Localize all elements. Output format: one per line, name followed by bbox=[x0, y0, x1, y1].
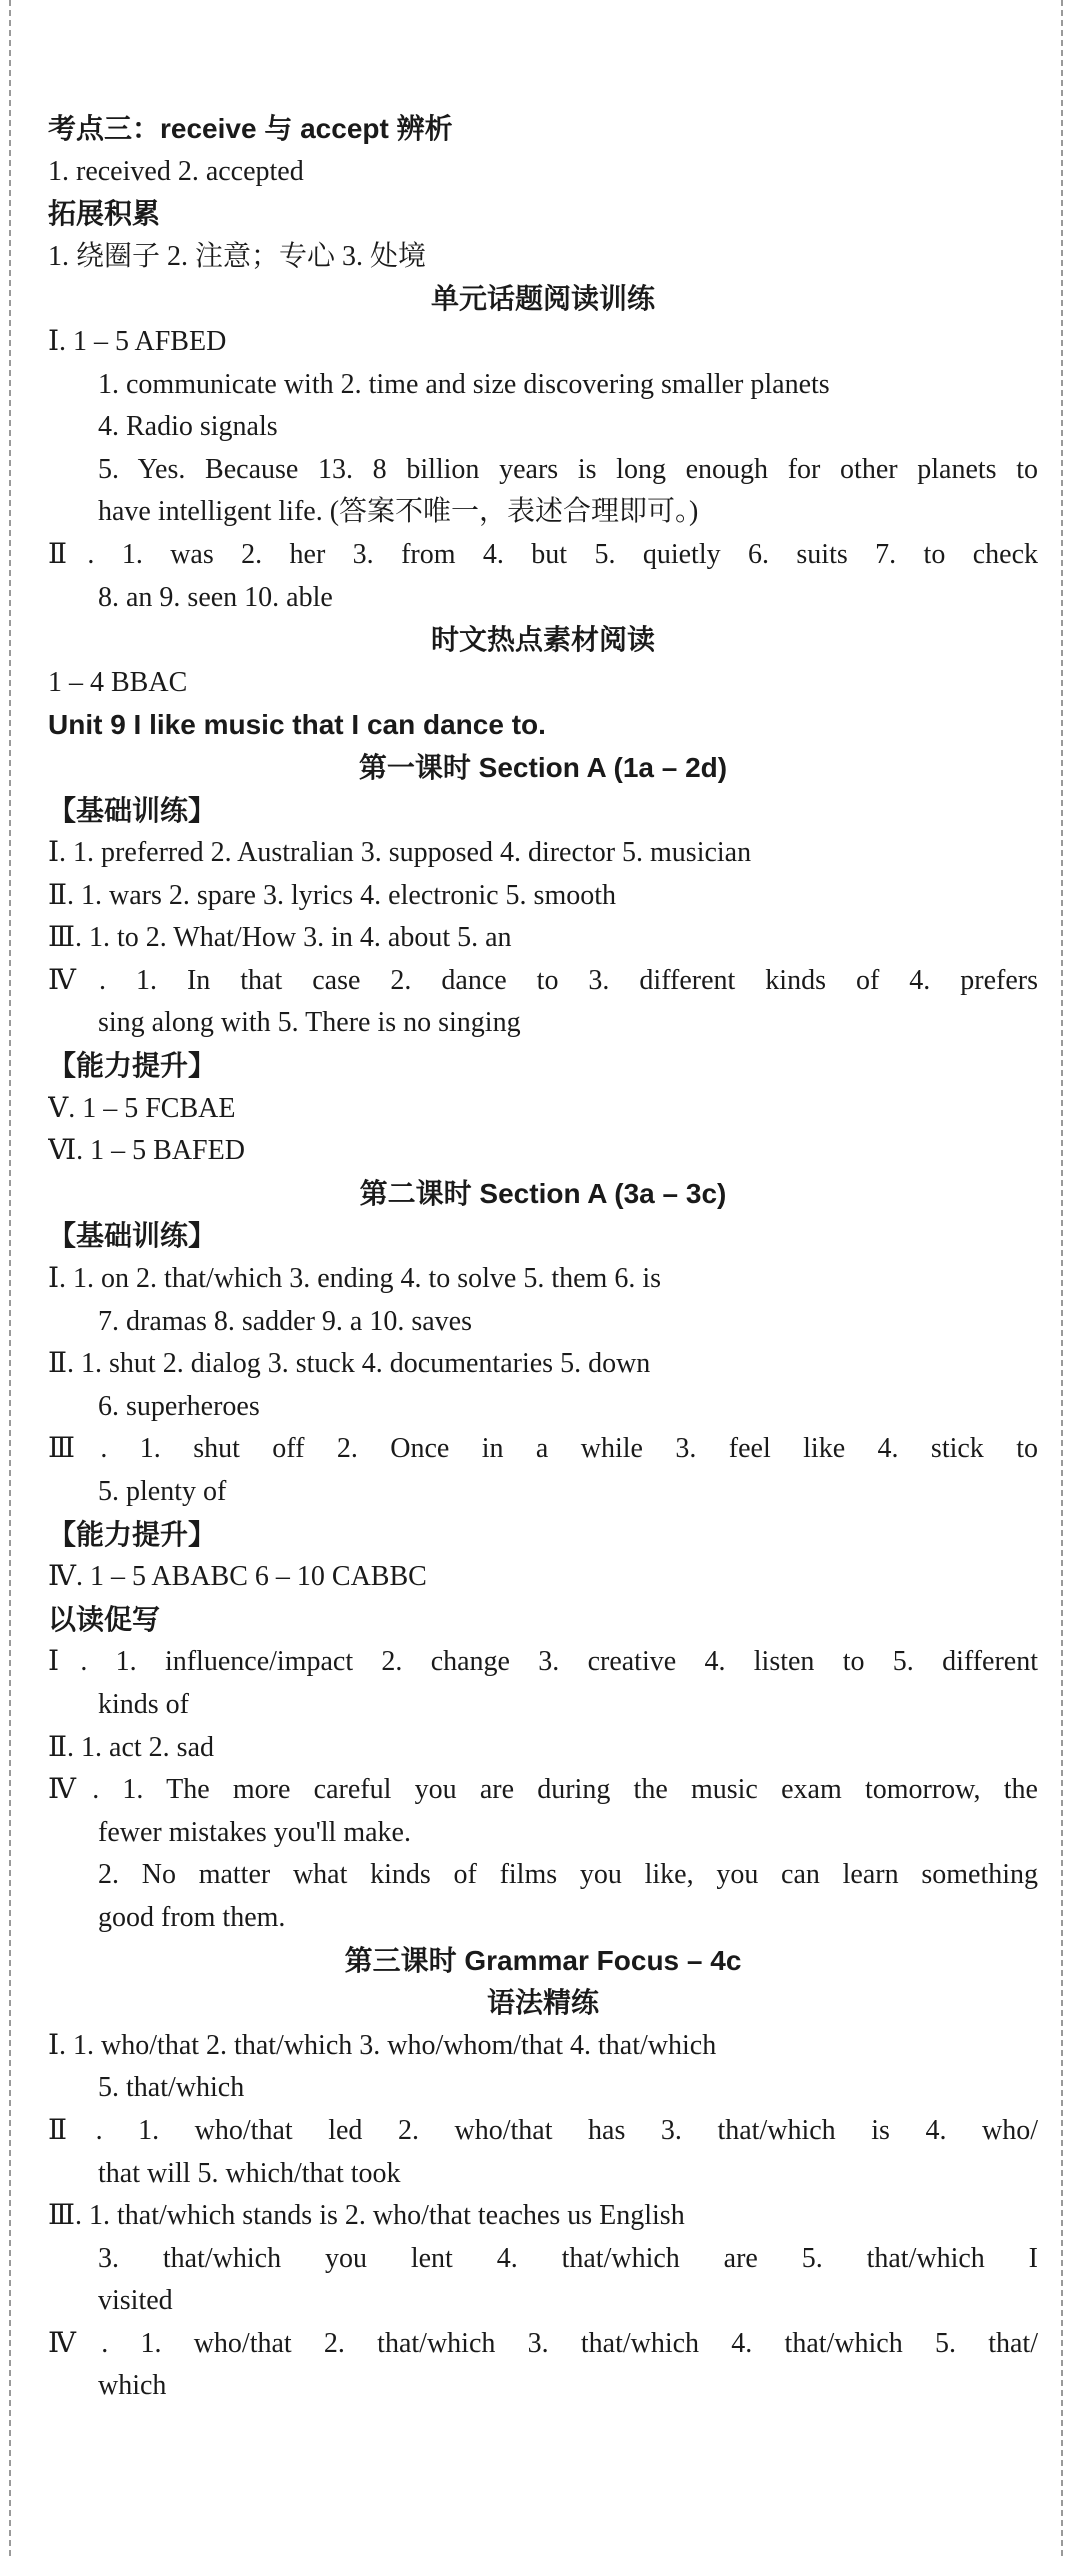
section-title: 第三课时 Grammar Focus – 4c bbox=[344, 1944, 742, 1976]
answer-line: Ⅰ. 1. on 2. that/which 3. ending 4. to solve 5. them 6. is bbox=[48, 1263, 662, 1295]
answer-line: have intelligent life. (答案不唯一，表述合理即可。) bbox=[98, 496, 699, 528]
section-title: 时文热点素材阅读 bbox=[430, 624, 655, 656]
answer-line: 1. 绕圈子 2. 注意；专心 3. 处境 bbox=[48, 240, 427, 272]
answer-line: kinds of bbox=[98, 1688, 189, 1720]
answer-line: 5. Yes. Because 13. 8 billion years is long enough for other planets to bbox=[98, 453, 1038, 485]
answer-line: Ⅵ. 1 – 5 BAFED bbox=[48, 1135, 245, 1167]
answer-line: Ⅴ. 1 – 5 FCBAE bbox=[48, 1092, 236, 1124]
section-heading: Unit 9 I like music that I can dance to. bbox=[48, 709, 546, 741]
answer-line: Ⅳ. 1. The more careful you are during the music exam tomorrow, the bbox=[48, 1774, 1038, 1806]
answer-line: Ⅰ. 1 – 5 AFBED bbox=[48, 325, 227, 357]
answer-line: Ⅰ. 1. influence/impact 2. change 3. creative 4. listen to 5. different bbox=[48, 1646, 1038, 1678]
answer-line: 1 – 4 BBAC bbox=[48, 666, 188, 698]
section-title: 语法精练 bbox=[486, 1987, 599, 2019]
answer-line: Ⅲ. 1. that/which stands is 2. who/that teaches us English bbox=[48, 2200, 685, 2232]
section-heading: 【基础训练】 bbox=[48, 1220, 217, 1252]
section-heading: 拓展积累 bbox=[48, 198, 161, 230]
answer-line: that will 5. which/that took bbox=[98, 2157, 401, 2189]
answer-line: 8. an 9. seen 10. able bbox=[98, 581, 333, 613]
answer-line: 7. dramas 8. sadder 9. a 10. saves bbox=[98, 1305, 473, 1337]
section-heading: 【能力提升】 bbox=[48, 1050, 217, 1082]
section-heading: 【基础训练】 bbox=[48, 794, 217, 826]
answer-line: 1. communicate with 2. time and size discovering smaller planets bbox=[98, 368, 830, 400]
section-heading: 以读促写 bbox=[48, 1603, 161, 1635]
answer-line: 4. Radio signals bbox=[98, 411, 278, 443]
answer-line: 6. superheroes bbox=[98, 1390, 260, 1422]
section-title: 第二课时 Section A (3a – 3c) bbox=[359, 1177, 727, 1209]
section-title: 单元话题阅读训练 bbox=[430, 283, 655, 315]
answer-line: Ⅱ. 1. act 2. sad bbox=[48, 1731, 214, 1763]
section-heading: 考点三：receive 与 accept 辨析 bbox=[48, 113, 453, 144]
answer-line: 2. No matter what kinds of films you like, you can learn something bbox=[98, 1859, 1038, 1891]
answer-line: visited bbox=[98, 2285, 173, 2317]
answer-line: which bbox=[98, 2370, 167, 2402]
answer-line: fewer mistakes you'll make. bbox=[98, 1816, 411, 1848]
section-heading: 【能力提升】 bbox=[48, 1518, 217, 1550]
answer-line: good from them. bbox=[98, 1901, 286, 1933]
answer-line: Ⅳ. 1. In that case 2. dance to 3. different kinds of 4. prefers bbox=[48, 964, 1038, 996]
answer-line: Ⅱ. 1. was 2. her 3. from 4. but 5. quietly 6. suits 7. to check bbox=[48, 538, 1038, 570]
answer-line: 1. received 2. accepted bbox=[48, 155, 304, 187]
answer-line: Ⅱ. 1. wars 2. spare 3. lyrics 4. electronic 5. smooth bbox=[48, 879, 617, 911]
answer-line: 5. plenty of bbox=[98, 1476, 227, 1507]
answer-line: 3. that/which you lent 4. that/which are 5. that/which I bbox=[98, 2242, 1038, 2274]
answer-line: sing along with 5. There is no singing bbox=[98, 1007, 521, 1039]
left-dashed-border bbox=[9, 0, 11, 2556]
answer-line: Ⅱ. 1. shut 2. dialog 3. stuck 4. documentaries 5. down bbox=[48, 1348, 651, 1380]
answer-line: Ⅰ. 1. preferred 2. Australian 3. supposed 4. director 5. musician bbox=[48, 837, 752, 869]
answer-line: Ⅳ. 1 – 5 ABABC 6 – 10 CABBC bbox=[48, 1561, 427, 1593]
answer-line: 5. that/which bbox=[98, 2072, 245, 2104]
answer-line: Ⅳ. 1. who/that 2. that/which 3. that/which 4. that/which 5. that/ bbox=[48, 2327, 1038, 2359]
answer-line: Ⅱ. 1. who/that led 2. who/that has 3. that/which is 4. who/ bbox=[48, 2114, 1038, 2146]
answer-line: Ⅰ. 1. who/that 2. that/which 3. who/whom/that 4. that/which bbox=[48, 2029, 717, 2061]
section-title: 第一课时 Section A (1a – 2d) bbox=[358, 751, 728, 783]
answer-content bbox=[48, 108, 1038, 2408]
answer-line: Ⅲ. 1. shut off 2. Once in a while 3. feel like 4. stick to bbox=[48, 1433, 1038, 1465]
answer-line: Ⅲ. 1. to 2. What/How 3. in 4. about 5. an bbox=[48, 922, 512, 954]
right-dashed-border bbox=[1061, 0, 1063, 2556]
